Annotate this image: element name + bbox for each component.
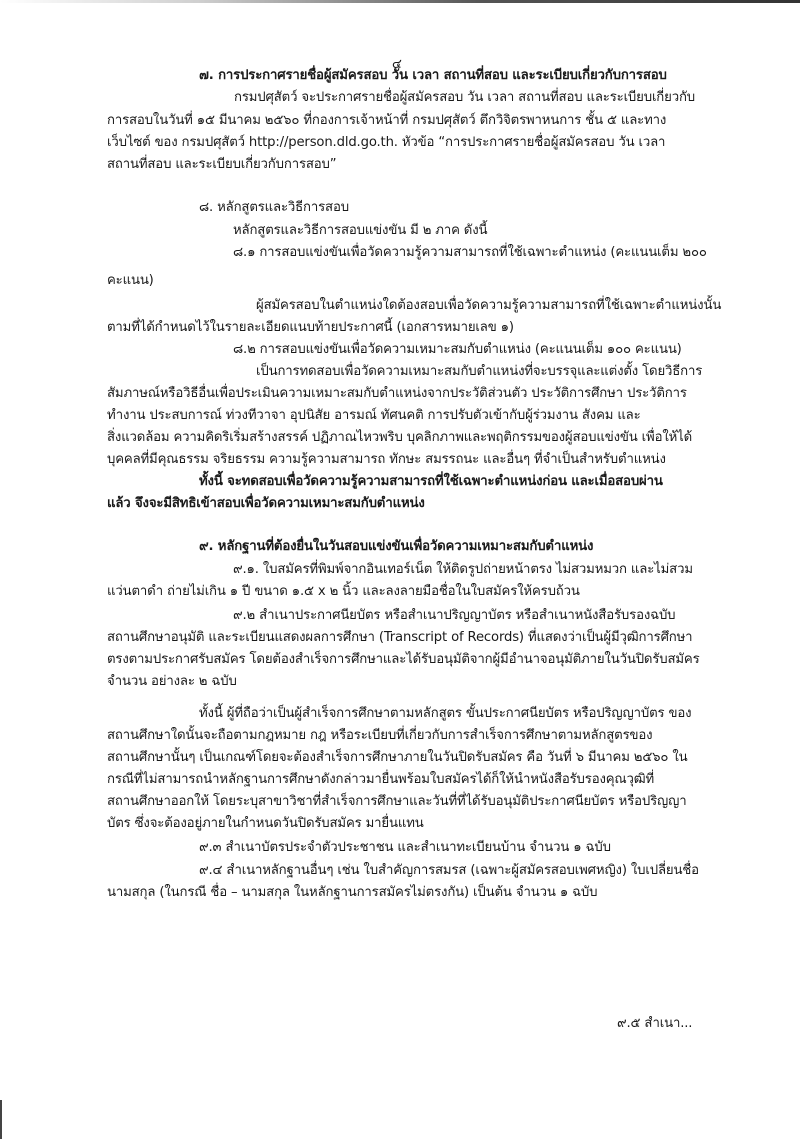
- section-9-line: สถานศึกษาอนุมัติ และระเบียนแสดงผลการศึกษา (Transcript of Records) ที่แสดงว่าเป็นผู้มีวุฒิการศึกษา: [107, 630, 693, 645]
- section-8-line: ผู้สมัครสอบในตำแหน่งใดต้องสอบเพื่อวัดความรู้ความสามารถที่ใช้เฉพาะตำแหน่งนั้น: [256, 298, 722, 313]
- section-7-line: กรมปศุสัตว์ จะประกาศรายชื่อผู้สมัครสอบ วัน เวลา สถานที่สอบ และระเบียบเกี่ยวกับ: [234, 90, 696, 105]
- section-8-line: ๘.๒ การสอบแข่งขันเพื่อวัดความเหมาะสมกับตำแหน่ง (คะแนนเต็ม ๑๐๐ คะแนน): [233, 342, 682, 357]
- section-9-heading: ๙. หลักฐานที่ต้องยื่นในวันสอบแข่งขันเพื่อวัดความเหมาะสมกับตำแหน่ง: [199, 539, 594, 554]
- section-8-line: คะแนน): [107, 273, 154, 288]
- section-8-line: ตามที่ได้กำหนดไว้ในรายละเอียดแนบท้ายประกาศนี้ (เอกสารหมายเลข ๑): [107, 320, 514, 335]
- section-9-line: ๙.๒ สำเนาประกาศนียบัตร หรือสำเนาปริญญาบัตร หรือสำเนาหนังสือรับรองฉบับ: [233, 608, 676, 623]
- section-9-line: ๙.๑. ใบสมัครที่พิมพ์จากอินเทอร์เน็ต ให้ติดรูปถ่ายหน้าตรง ไม่สวมหมวก และไม่สวม: [233, 562, 693, 577]
- section-7-line: สถานที่สอบ และระเบียบเกี่ยวกับการสอบ”: [107, 157, 337, 172]
- section-8-line: หลักสูตรและวิธีการสอบแข่งขัน มี ๒ ภาค ดังนี้: [233, 223, 488, 238]
- section-9-line: ทั้งนี้ ผู้ที่ถือว่าเป็นผู้สำเร็จการศึกษาตามหลักสูตร ขั้นประกาศนียบัตร หรือปริญญาบัตร ของ: [199, 706, 692, 721]
- section-9-line: นามสกุล (ในกรณี ชื่อ – นามสกุล ในหลักฐานการสมัครไม่ตรงกัน) เป็นต้น จำนวน ๑ ฉบับ: [107, 885, 598, 900]
- section-7-line: การสอบในวันที่ ๑๕ มีนาคม ๒๕๖๐ ที่กองการเจ้าหน้าที่ กรมปศุสัตว์ ตึกวิจิตรพาหนการ ชั้น ๕ และทาง: [107, 113, 667, 128]
- section-9-line: บัตร ซึ่งจะต้องอยู่ภายในกำหนดวันปิดรับสมัคร มายื่นแทน: [107, 816, 424, 831]
- page-number: ๔: [392, 57, 402, 72]
- scan-edge-top: [0, 0, 800, 3]
- section-8-line: บุคคลที่มีคุณธรรม จริยธรรม ความรู้ความสามารถ ทักษะ สมรรถนะ และอื่นๆ ที่จำเป็นสำหรับตำแหน่ง: [107, 452, 666, 467]
- section-8-line: เป็นการทดสอบเพื่อวัดความเหมาะสมกับตำแหน่งที่จะบรรจุและแต่งตั้ง โดยวิธีการ: [256, 364, 703, 379]
- section-7-line: เว็บไซต์ ของ กรมปศุสัตว์ http://person.dld.go.th. หัวข้อ “การประกาศรายชื่อผู้สมัครสอบ วัน เวลา: [107, 135, 666, 150]
- section-8-note: ทั้งนี้ จะทดสอบเพื่อวัดความรู้ความสามารถที่ใช้เฉพาะตำแหน่งก่อน และเมื่อสอบผ่าน: [199, 474, 663, 489]
- section-9-line: กรณีที่ไม่สามารถนำหลักฐานการศึกษาดังกล่าวมายื่นพร้อมใบสมัครได้ก็ให้นำหนังสือรับรองคุณวุฒิที่: [107, 772, 655, 787]
- section-9-line: สถานศึกษานั้นๆ เป็นเกณฑ์โดยจะต้องสำเร็จการศึกษาภายในวันปิดรับสมัคร คือ วันที่ ๖ มีนาคม ๒๕๖๐ ใน: [107, 750, 688, 765]
- section-8-line: สิ่งแวดล้อม ความคิดริเริ่มสร้างสรรค์ ปฏิภาณไหวพริบ บุคลิกภาพและพฤติกรรมของผู้สอบแข่งขัน เพื่อให้ได้: [107, 430, 693, 445]
- section-9-line: สถานศึกษาออกให้ โดยระบุสาขาวิชาที่สำเร็จการศึกษาและวันที่ที่ได้รับอนุมัติประกาศนียบัตร หรือปริญญา: [107, 794, 687, 809]
- section-9-line: จำนวน อย่างละ ๒ ฉบับ: [107, 674, 237, 689]
- section-8-heading: ๘. หลักสูตรและวิธีการสอบ: [199, 200, 349, 215]
- section-8-line: ๘.๑ การสอบแข่งขันเพื่อวัดความรู้ความสามารถที่ใช้เฉพาะตำแหน่ง (คะแนนเต็ม ๒๐๐: [233, 245, 707, 260]
- section-9-line: สถานศึกษาใดนั้นจะถือตามกฎหมาย กฎ หรือระเบียบที่เกี่ยวกับการสำเร็จการศึกษาตามหลักสูตรของ: [107, 728, 653, 743]
- section-9-line: ตรงตามประกาศรับสมัคร โดยต้องสำเร็จการศึกษาและได้รับอนุมัติจากผู้มีอำนาจอนุมัติภายในวันปิดรับสมัคร: [107, 652, 700, 667]
- section-8-line: ทำงาน ประสบการณ์ ท่วงทีวาจา อุปนิสัย อารมณ์ ทัศนคติ การปรับตัวเข้ากับผู้ร่วมงาน สังคม และ: [107, 408, 641, 423]
- section-8-note: แล้ว จึงจะมีสิทธิเข้าสอบเพื่อวัดความเหมาะสมกับตำแหน่ง: [107, 496, 425, 511]
- section-8-line: สัมภาษณ์หรือวิธีอื่นเพื่อประเมินความเหมาะสมกับตำแหน่งจากประวัติส่วนตัว ประวัติการศึกษา ประวัติการ: [107, 386, 687, 401]
- section-9-line: แว่นตาดำ ถ่ายไม่เกิน ๑ ปี ขนาด ๑.๕ x ๒ นิ้ว และลงลายมือชื่อในใบสมัครให้ครบถ้วน: [107, 584, 580, 599]
- section-9-line: ๙.๔ สำเนาหลักฐานอื่นๆ เช่น ใบสำคัญการสมรส (เฉพาะผู้สมัครสอบเพศหญิง) ใบเปลี่ยนชื่อ: [199, 863, 699, 878]
- continuation-text: ๙.๕ สำเนา...: [617, 1016, 693, 1031]
- scan-edge-left: [0, 1100, 2, 1139]
- section-9-line: ๙.๓ สำเนาบัตรประจำตัวประชาชน และสำเนาทะเบียนบ้าน จำนวน ๑ ฉบับ: [199, 840, 611, 855]
- section-7-heading: ๗. การประกาศรายชื่อผู้สมัครสอบ วัน เวลา สถานที่สอบ และระเบียบเกี่ยวกับการสอบ: [199, 68, 667, 83]
